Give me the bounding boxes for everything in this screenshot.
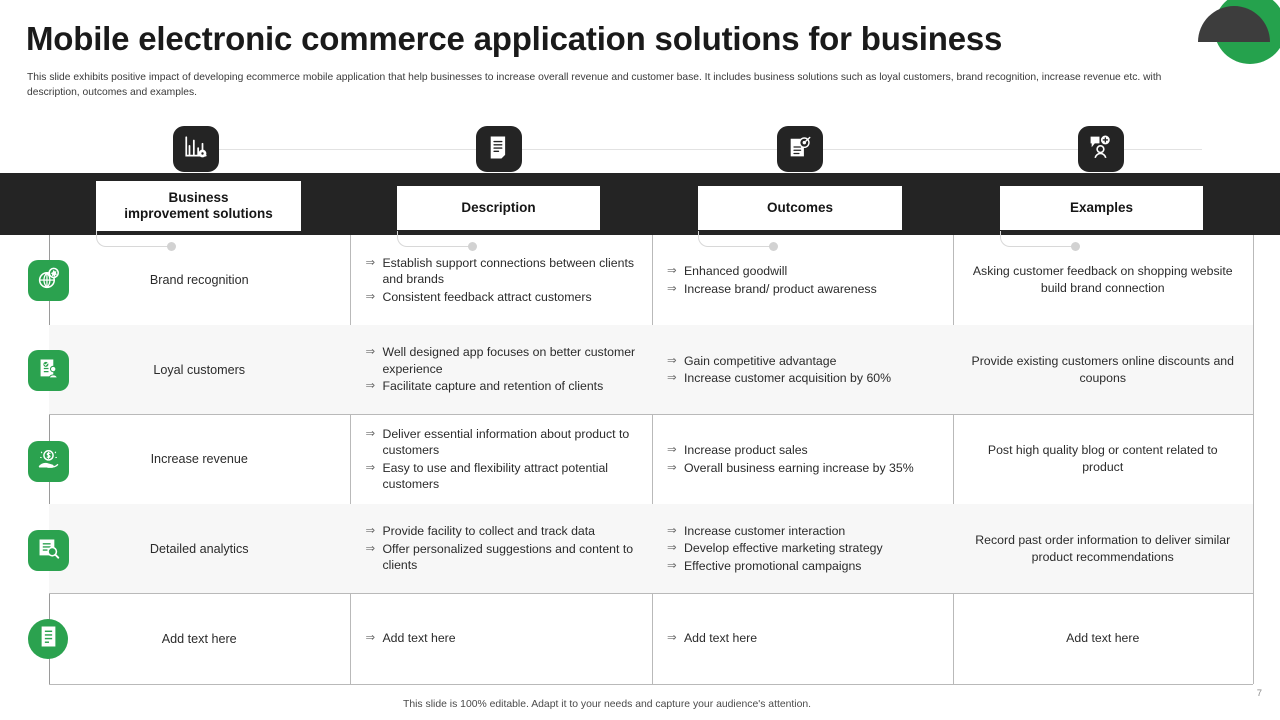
column-header-line-1: Business	[168, 190, 229, 205]
footer-note: This slide is 100% editable. Adapt it to your needs and capture your audience's attention.	[403, 699, 812, 710]
cell-example: Asking customer feedback on shopping website build brand connection	[972, 264, 1233, 295]
list-item	[667, 353, 939, 370]
rail-icon-customer-feedback[interactable]	[1078, 126, 1124, 172]
connector-dot	[468, 242, 477, 251]
table-row[interactable]	[49, 414, 1253, 504]
connector-outcomes	[698, 231, 782, 253]
row-separator	[49, 684, 1253, 685]
arrow-bullet-icon: ⇒	[666, 354, 677, 367]
list-item-text: Provide facility to collect and track data	[382, 524, 596, 539]
arrow-bullet-icon: ⇒	[365, 525, 376, 538]
row-icon-add-text-here[interactable]	[28, 619, 68, 659]
list-item	[365, 378, 637, 395]
globe-gear-icon	[36, 266, 61, 296]
arrow-bullet-icon: ⇒	[666, 372, 677, 384]
list-item	[365, 426, 637, 459]
list-item-text: Establish support connections between clients and brands	[382, 255, 635, 287]
cell-description	[349, 235, 651, 325]
list-item	[667, 630, 939, 647]
arrow-bullet-icon: ⇒	[365, 542, 376, 555]
list-item-text: Gain competitive advantage	[683, 353, 837, 368]
cell-outcomes	[651, 235, 953, 325]
column-header-outcomes[interactable]	[698, 186, 902, 230]
list-item	[365, 344, 637, 377]
list-item-text: Overall business earning increase by 35%	[683, 460, 914, 475]
arrow-bullet-icon: ⇒	[365, 256, 376, 269]
cell-solution: Increase revenue	[150, 452, 248, 466]
description-bullet-list	[365, 343, 637, 396]
arrow-bullet-icon: ⇒	[365, 427, 376, 440]
cell-solution: Add text here	[161, 631, 237, 646]
arrow-bullet-icon: ⇒	[365, 380, 376, 393]
cell-example: Record past order information to deliver similar product recommendations	[975, 532, 1231, 564]
arrow-bullet-icon: ⇒	[666, 265, 677, 277]
rail-icon-clipboard-target[interactable]	[777, 126, 823, 172]
cell-outcomes	[651, 325, 953, 414]
list-item-text: Offer personalized suggestions and content to clients	[382, 541, 634, 573]
cell-example: Add text here	[1066, 631, 1140, 645]
arrow-bullet-icon: ⇒	[666, 524, 677, 537]
column-header-label: Outcomes	[766, 200, 834, 215]
cell-description	[349, 325, 651, 414]
list-item	[667, 558, 939, 575]
list-item	[667, 442, 939, 459]
cell-description	[349, 414, 651, 504]
description-bullet-list	[365, 425, 637, 494]
page-number: 7	[1256, 688, 1262, 699]
table-right-border	[1253, 235, 1254, 684]
row-icon-brand-recognition[interactable]	[28, 260, 69, 301]
list-item	[667, 523, 939, 540]
arrow-bullet-icon: ⇒	[666, 461, 677, 474]
list-item-text: Add text here	[683, 631, 758, 646]
arrow-bullet-icon: ⇒	[365, 461, 376, 474]
list-item-text: Consistent feedback attract customers	[382, 289, 592, 304]
list-item-text: Facilitate capture and retention of clients	[382, 379, 604, 394]
row-icon-detailed-analytics[interactable]	[28, 530, 69, 571]
list-item	[365, 630, 637, 647]
outcomes-bullet-list	[667, 522, 939, 576]
cell-outcomes	[651, 414, 953, 504]
connector-dot	[167, 242, 176, 251]
description-bullet-list	[365, 254, 637, 307]
arrow-bullet-icon: ⇒	[365, 346, 376, 359]
cell-example: Post high quality blog or content related to product	[987, 443, 1218, 474]
table-row[interactable]	[49, 325, 1253, 414]
page-title: Mobile electronic commerce application solutions for business	[26, 20, 1003, 57]
outcomes-bullet-list	[667, 352, 939, 388]
column-header-description[interactable]	[397, 186, 600, 230]
cell-solution: Detailed analytics	[149, 541, 249, 556]
clipboard-target-icon	[787, 134, 813, 165]
list-item	[365, 460, 637, 493]
row-icon-increase-revenue[interactable]	[28, 441, 69, 482]
arrow-bullet-icon: ⇒	[666, 632, 677, 645]
list-item	[667, 460, 939, 477]
table-row[interactable]	[49, 504, 1253, 593]
column-header-line-2: improvement solutions	[124, 206, 273, 221]
connector-hook	[96, 231, 170, 247]
connector-hook	[1000, 231, 1074, 247]
list-item	[365, 289, 637, 306]
list-item	[667, 370, 939, 387]
analytics-search-icon	[36, 536, 61, 566]
list-item-text: Add text here	[382, 631, 456, 646]
list-item-text: Increase customer interaction	[683, 523, 846, 538]
outcomes-bullet-list	[667, 441, 939, 477]
document-circle-icon	[36, 624, 61, 654]
description-bullet-list	[365, 629, 637, 648]
solutions-table	[0, 235, 1280, 684]
rail-icon-document[interactable]	[476, 126, 522, 172]
arrow-bullet-icon: ⇒	[365, 632, 376, 645]
list-item	[667, 281, 939, 298]
connector-business-improvement-solutions	[96, 231, 180, 253]
list-item-text: Well designed app focuses on better customer experience	[382, 345, 636, 376]
loyalty-customer-icon	[36, 356, 61, 386]
connector-dot	[769, 242, 778, 251]
connector-description	[397, 231, 481, 253]
connector-hook	[698, 231, 772, 247]
hand-money-icon	[36, 447, 61, 477]
cell-description	[349, 593, 651, 684]
cell-outcomes	[651, 593, 953, 684]
list-item-text: Deliver essential information about product to customers	[382, 426, 630, 457]
column-header-label: Description	[461, 200, 536, 215]
cell-solution: Brand recognition	[149, 273, 249, 287]
list-item	[667, 540, 939, 557]
list-item	[365, 255, 637, 288]
list-item-text: Effective promotional campaigns	[683, 558, 862, 573]
arrow-bullet-icon: ⇒	[666, 444, 677, 456]
outcomes-bullet-list	[667, 262, 939, 298]
connector-dot	[1071, 242, 1080, 251]
connector-examples	[1000, 231, 1084, 253]
list-item	[365, 523, 637, 540]
bar-chart-settings-icon	[183, 134, 209, 165]
list-item-text: Increase product sales	[683, 443, 808, 457]
customer-feedback-icon	[1088, 134, 1114, 165]
column-header-examples[interactable]	[1000, 186, 1203, 230]
list-item-text: Develop effective marketing strategy	[683, 541, 883, 556]
list-item-text: Enhanced goodwill	[683, 264, 788, 278]
page-subtitle: This slide exhibits positive impact of developing ecommerce mobile application that help businesses to increase overall revenue and customer base. It includes business solutions such as loyal customers, brand recognition, increase revenue etc. with description, outcomes and examples.	[27, 72, 1162, 98]
column-header-business-improvement-solutions[interactable]	[96, 181, 301, 231]
arrow-bullet-icon: ⇒	[666, 542, 677, 555]
table-row[interactable]	[49, 593, 1253, 684]
arrow-bullet-icon: ⇒	[666, 559, 677, 572]
cell-description	[349, 504, 651, 593]
rail-icon-bar-chart-settings[interactable]	[173, 126, 219, 172]
cell-example: Provide existing customers online discounts and coupons	[971, 353, 1234, 385]
corner-decoration	[1180, 0, 1280, 76]
row-icon-loyal-customers[interactable]	[28, 350, 69, 391]
rail-connector-line	[196, 149, 1202, 150]
arrow-bullet-icon: ⇒	[365, 290, 376, 303]
column-header-label: Examples	[1069, 200, 1134, 215]
list-item-text: Easy to use and flexibility attract potential customers	[382, 460, 609, 491]
list-item	[667, 263, 939, 280]
arrow-bullet-icon: ⇒	[666, 282, 677, 295]
icon-rail	[0, 126, 1280, 173]
outcomes-bullet-list	[667, 629, 939, 648]
cell-solution: Loyal customers	[153, 362, 246, 377]
cell-outcomes	[651, 504, 953, 593]
list-item	[365, 541, 637, 574]
list-item-text: Increase brand/ product awareness	[683, 281, 877, 296]
list-item-text: Increase customer acquisition by 60%	[683, 371, 892, 385]
description-bullet-list	[365, 522, 637, 575]
document-text-icon	[486, 134, 512, 165]
connector-hook	[397, 231, 471, 247]
